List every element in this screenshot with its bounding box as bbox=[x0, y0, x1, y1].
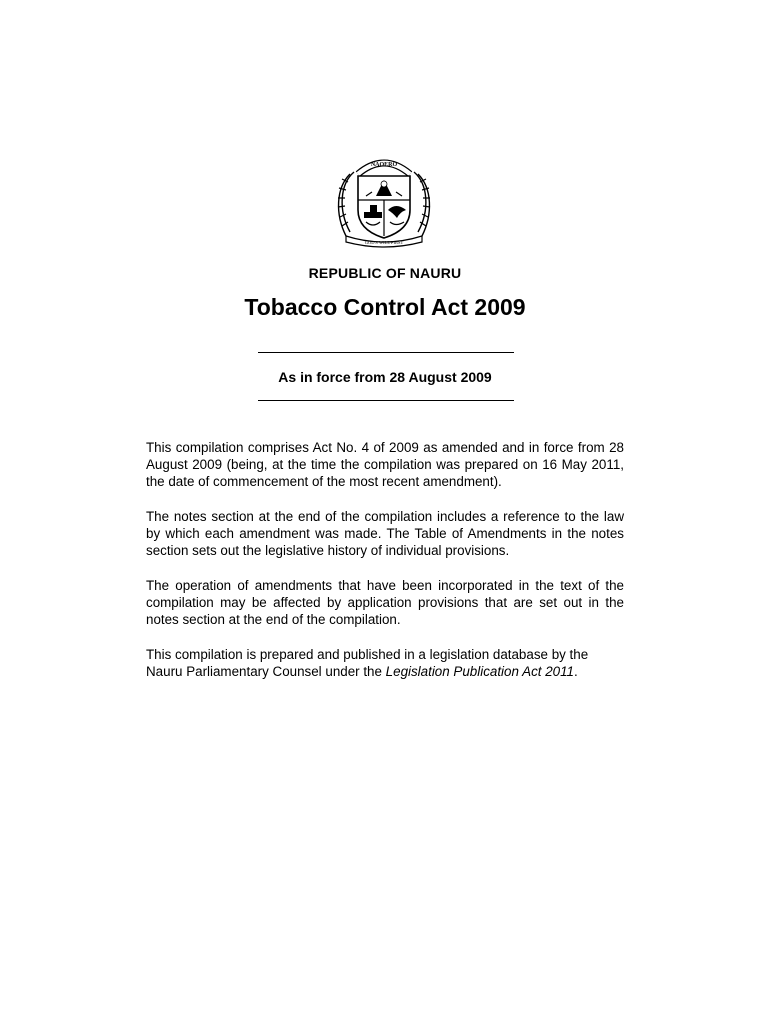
publication-end: . bbox=[574, 664, 578, 679]
publication-act-name: Legislation Publication Act 2011 bbox=[385, 664, 575, 679]
country-heading: REPUBLIC OF NAURU bbox=[308, 265, 462, 281]
publication-text: This compilation is prepared and published in a legislation database by the Nauru Parliamentary Counsel under the bbox=[146, 647, 589, 679]
nauru-coat-of-arms-icon bbox=[332, 152, 436, 248]
top-divider bbox=[258, 352, 514, 353]
crest-scroll: GOD'S WILL FIRST bbox=[364, 240, 404, 245]
paragraph-publication bbox=[146, 646, 624, 680]
paragraph-amendments: The operation of amendments that have been incorporated in the text of the compilation may be affected by application provisions that are set out in the notes section at the end of the compilation. bbox=[146, 578, 624, 627]
in-force-date: As in force from 28 August 2009 bbox=[278, 369, 492, 385]
paragraph-compilation: This compilation comprises Act No. 4 of 2009 as amended and in force from 28 August 2009 (being, at the time the compilation was prepared on 16 May 2011, the date of commencement of the most recent amendment). bbox=[146, 440, 624, 489]
act-title: Tobacco Control Act 2009 bbox=[244, 294, 526, 320]
paragraph-notes-section: The notes section at the end of the compilation includes a reference to the law by which each amendment was made. The Table of Amendments in the notes section sets out the legislative history of individual provisions. bbox=[146, 509, 624, 558]
bottom-divider bbox=[258, 400, 514, 401]
crest-motto: NAOERO bbox=[370, 162, 398, 168]
compilation-notes bbox=[146, 439, 624, 698]
